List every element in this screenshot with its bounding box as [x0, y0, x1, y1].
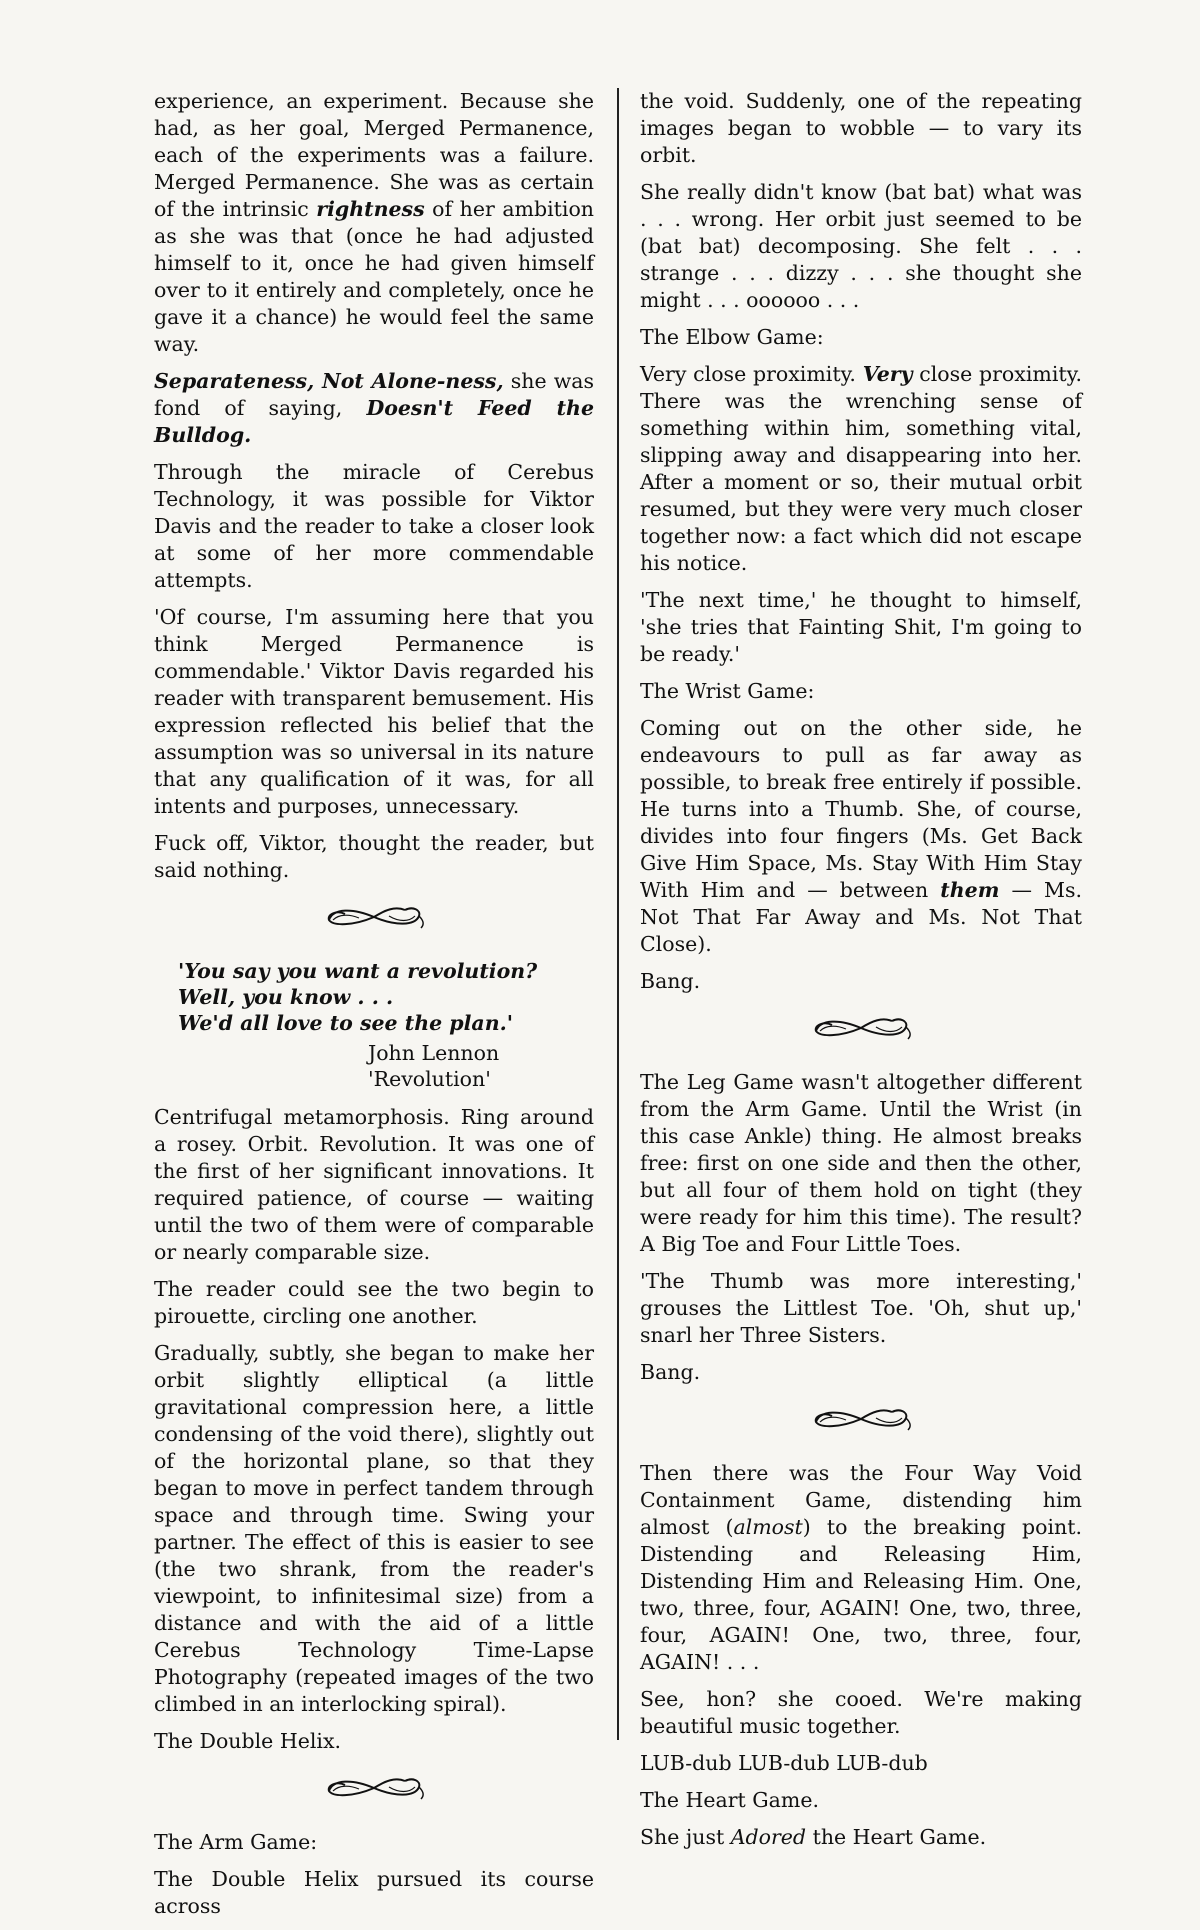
paragraph: Gradually, subtly, she began to make her orbit slightly elliptical (a little gravitational compression here, a little condensing of the void there), slightly out of the horizontal plane, so that they began to move in perfect tandem through space and through time. Swing your partner. The effect of this is easier to see (the two shrank, from the reader's viewpoint, to infinitesimal size) from a distance and with the aid of a little Cerebus Technology Time-Lapse Photography (repeated images of the two climbed in an interlocking spiral).: [154, 1341, 594, 1716]
section-ornament: [640, 1013, 1082, 1047]
paragraph: Then there was the Four Way Void Containment Game, distending him almost (almost) to the breaking point. Distending and Releasing Him, Distending Him and Releasing Him. One, two, three, four, AGAIN! One, two, three, four, AGAIN! One, two, three, four, AGAIN! . . .: [640, 1461, 1082, 1674]
column-divider: [617, 88, 619, 1740]
paragraph: 'The Thumb was more interesting,' grouses the Littlest Toe. 'Oh, shut up,' snarl her Three Sisters.: [640, 1269, 1082, 1347]
paragraph: Through the miracle of Cerebus Technology, it was possible for Viktor Davis and the reader to take a closer look at some of her more commendable attempts.: [154, 460, 594, 592]
paragraph: Coming out on the other side, he endeavours to pull as far away as possible, to break free entirely if possible. He turns into a Thumb. She, of course, divides into four fingers (Ms. Get Back Give Him Space, Ms. Stay With Him Stay With Him and — between them — Ms. Not That Far Away and Ms. Not That Close).: [640, 716, 1082, 956]
paragraph: 'The next time,' he thought to himself, 'she tries that Fainting Shit, I'm going to be ready.': [640, 588, 1082, 666]
paragraph: The Heart Game.: [640, 1788, 819, 1812]
paragraph: Bang.: [640, 1360, 701, 1384]
infinity-flourish-icon: [319, 902, 429, 932]
paragraph: Bang.: [640, 969, 701, 993]
paragraph: 'Of course, I'm assuming here that you think Merged Permanence is commendable.' Viktor Davis regarded his reader with transparent bemusement. His expression reflected his belief that the assumption was so universal in its nature that any qualification of it was, for all intents and purposes, unnecessary.: [154, 605, 594, 818]
paragraph: The Double Helix pursued its course across: [154, 1867, 594, 1918]
paragraph: the void. Suddenly, one of the repeating images began to wobble — to vary its orbit.: [640, 89, 1082, 167]
paragraph: Fuck off, Viktor, thought the reader, but said nothing.: [154, 831, 594, 882]
epigraph-quote: 'You say you want a revolution? Well, you know . . . We'd all love to see the plan.': [178, 959, 538, 1035]
section-ornament: [154, 1773, 594, 1807]
paragraph: The Elbow Game:: [640, 325, 824, 349]
infinity-flourish-icon: [806, 1013, 916, 1043]
epigraph-attribution: John Lennon 'Revolution': [368, 1041, 500, 1091]
paragraph: See, hon? she cooed. We're making beautiful music together.: [640, 1687, 1082, 1738]
infinity-flourish-icon: [319, 1773, 429, 1803]
paragraph: She really didn't know (bat bat) what was . . . wrong. Her orbit just seemed to be (bat bat) decomposing. She felt . . . strange . . . dizzy . . . she thought she might . . . oooooo . . .: [640, 180, 1082, 312]
right-column: [640, 88, 1082, 1861]
section-ornament: [640, 1404, 1082, 1438]
paragraph: Separateness, Not Alone-ness, she was fond of saying, Doesn't Feed the Bulldog.: [154, 369, 594, 447]
paragraph: The Leg Game wasn't altogether different from the Arm Game. Until the Wrist (in this case Ankle) thing. He almost breaks free: first on one side and then the other, but all four of them hold on tight (they were ready for him this time). The result? A Big Toe and Four Little Toes.: [640, 1070, 1082, 1256]
paragraph: The Arm Game:: [154, 1830, 318, 1854]
paragraph: The Wrist Game:: [640, 679, 815, 703]
paragraph: experience, an experiment. Because she had, as her goal, Merged Permanence, each of the experiments was a failure. Merged Permanence. She was as certain of the intrinsic rightness of her ambition as she was that (once he had adjusted himself to it, once he had given himself over to it entirely and completely, once he gave it a chance) he would feel the same way.: [154, 89, 595, 356]
left-column: [154, 88, 594, 1930]
section-ornament: [154, 902, 594, 936]
paragraph: The reader could see the two begin to pirouette, circling one another.: [154, 1277, 594, 1328]
paragraph: The Double Helix.: [154, 1729, 342, 1753]
paragraph: Very close proximity. Very close proximity. There was the wrenching sense of something within him, something vital, slipping away and disappearing into her. After a moment or so, their mutual orbit resumed, but they were very much closer together now: a fact which did not escape his notice.: [640, 362, 1082, 575]
infinity-flourish-icon: [806, 1404, 916, 1434]
paragraph: Centrifugal metamorphosis. Ring around a rosey. Orbit. Revolution. It was one of the first of her significant innovations. It required patience, of course — waiting until the two of them were of comparable or nearly comparable size.: [154, 1105, 594, 1264]
paragraph: She just Adored the Heart Game.: [640, 1825, 987, 1849]
paragraph: LUB-dub LUB-dub LUB-dub: [640, 1751, 928, 1775]
